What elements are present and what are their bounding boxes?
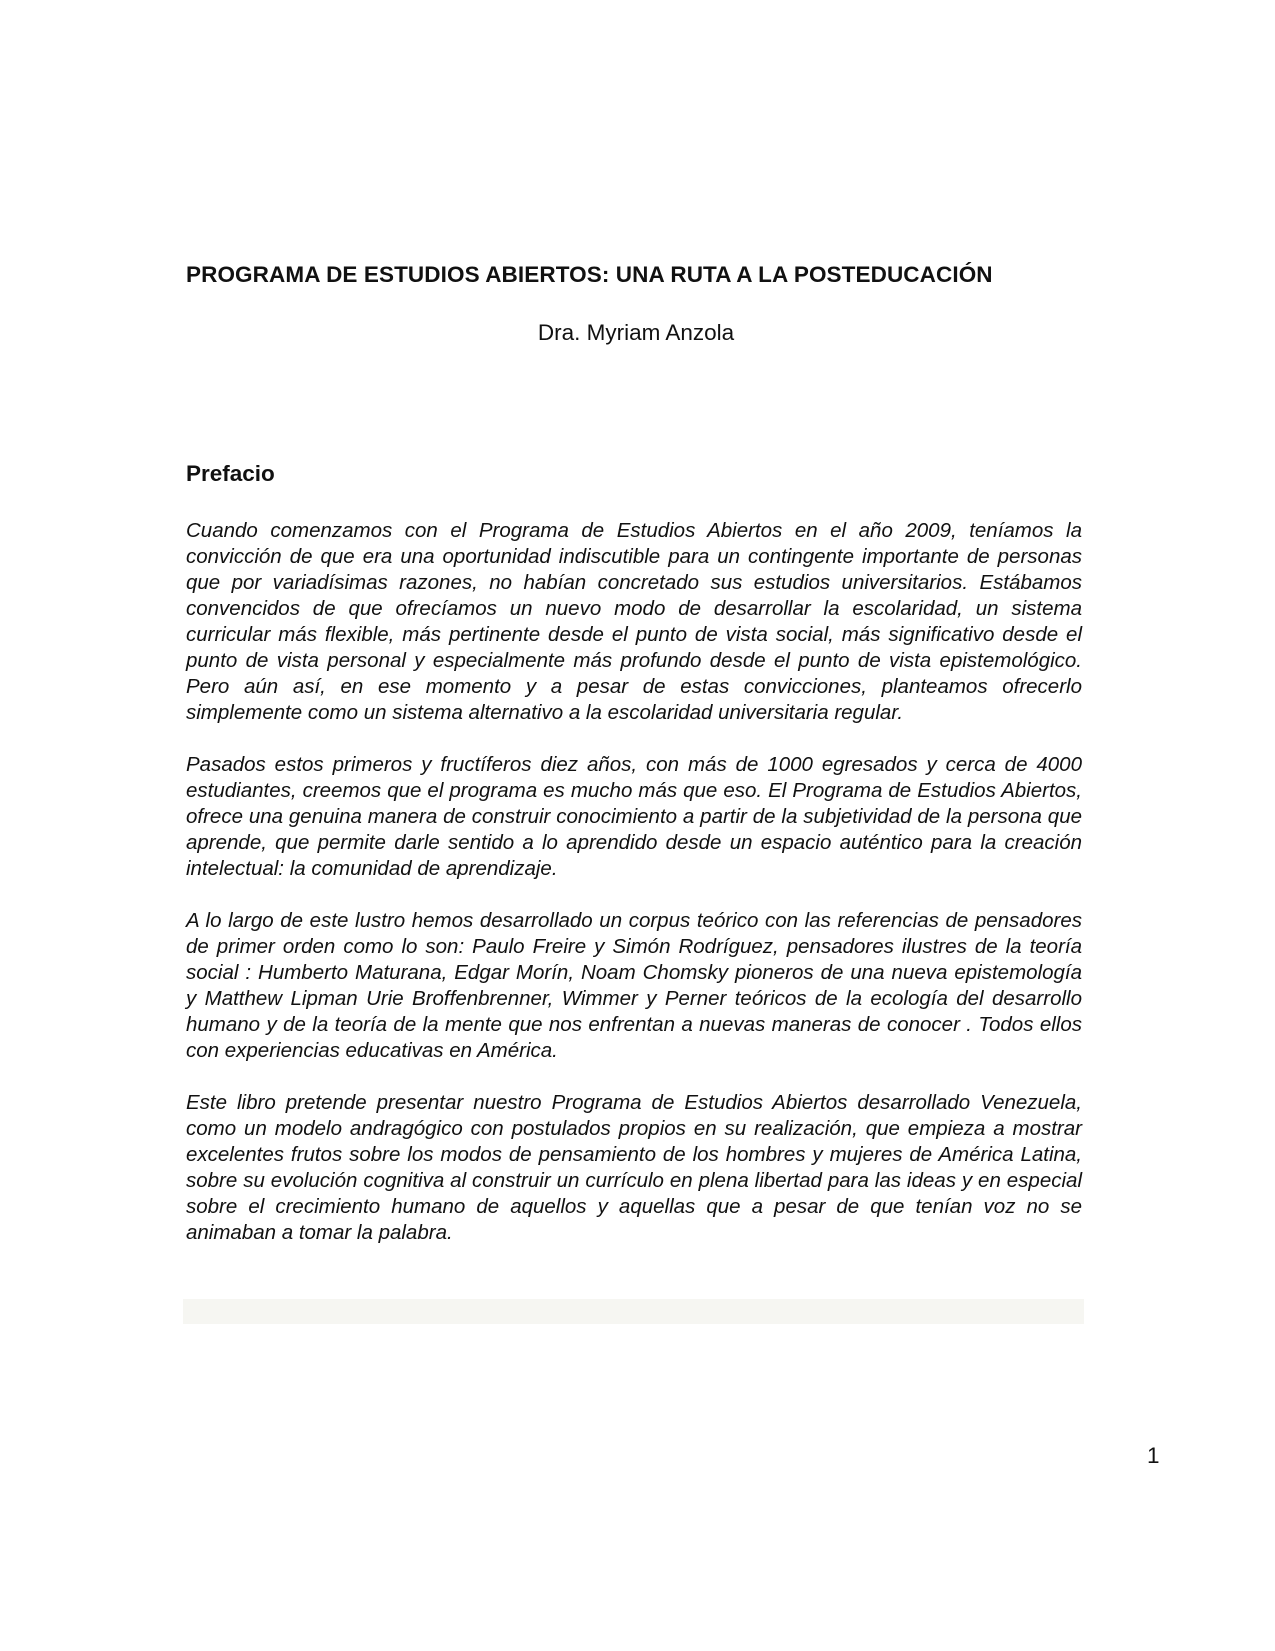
paragraph: A lo largo de este lustro hemos desarrollado un corpus teórico con las referencias de pensadores de primer orden como lo son: Paulo Freire y Simón Rodríguez, pensadores ilustres de la teoría social : Humberto Maturana, Edgar Morín, Noam Chomsky pioneros de una nueva epistemología y Matthew Lipman Urie Broffenbrenner, Wimmer y Perner teóricos de la ecología del desarrollo humano y de la teoría de la mente que nos enfrentan a nuevas maneras de conocer . Todos ellos con experiencias educativas en América.: [186, 909, 1082, 1062]
page-number: 1: [1147, 1443, 1160, 1468]
paragraph: Pasados estos primeros y fructíferos diez años, con más de 1000 egresados y cerca de 4000 estudiantes, creemos que el programa es mucho más que eso. El Programa de Estudios Abiertos, ofrece una genuina manera de construir conocimiento a partir de la subjetividad de la persona que aprende, que permite darle sentido a lo aprendido desde un espacio auténtico para la creación intelectual: la comunidad de aprendizaje.: [186, 753, 1082, 880]
highlight-band: [183, 1299, 1084, 1324]
paragraph: Este libro pretende presentar nuestro Programa de Estudios Abiertos desarrollado Venezuela, como un modelo andragógico con postulados propios en su realización, que empieza a mostrar excelentes frutos sobre los modos de pensamiento de los hombres y mujeres de América Latina, sobre su evolución cognitiva al construir un currículo en plena libertad para las ideas y en especial sobre el crecimiento humano de aquellos y aquellas que a pesar de que tenían voz no se animaban a tomar la palabra.: [186, 1091, 1082, 1244]
section-heading: Prefacio: [186, 461, 275, 486]
document-title: PROGRAMA DE ESTUDIOS ABIERTOS: UNA RUTA A LA POSTEDUCACIÓN: [186, 262, 993, 287]
preface-body: [186, 518, 1082, 1272]
paragraph: Cuando comenzamos con el Programa de Estudios Abiertos en el año 2009, teníamos la convicción de que era una oportunidad indiscutible para un contingente importante de personas que por variadísimas razones, no habían concretado sus estudios universitarios. Estábamos convencidos de que ofrecíamos un nuevo modo de desarrollar la escolaridad, un sistema curricular más flexible, más pertinente desde el punto de vista social, más significativo desde el punto de vista personal y especialmente más profundo desde el punto de vista epistemológico. Pero aún así, en ese momento y a pesar de estas convicciones, planteamos ofrecerlo simplemente como un sistema alternativo a la escolaridad universitaria regular.: [186, 519, 1082, 724]
author-name: Dra. Myriam Anzola: [537, 320, 735, 345]
